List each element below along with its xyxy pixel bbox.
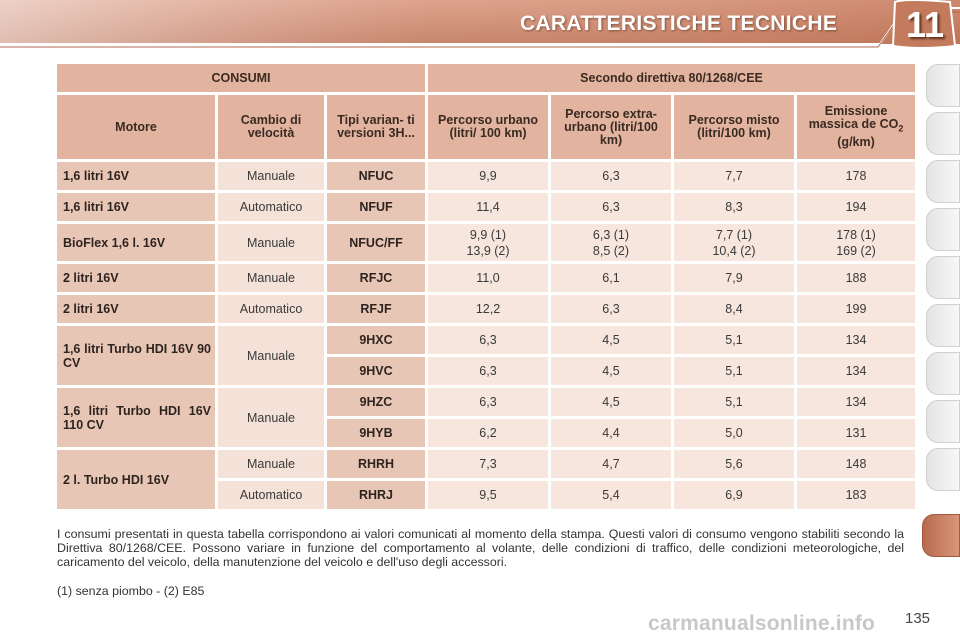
col-header-extra-urbano: Percorso extra-urbano (litri/100 km) [551, 95, 671, 159]
chapter-tab[interactable] [926, 160, 960, 203]
extra-urban-cell: 4,7 [551, 450, 671, 478]
chapter-tab[interactable] [926, 64, 960, 107]
table-row [57, 295, 915, 323]
emissione-subscript: 2 [898, 123, 904, 134]
table-row [57, 162, 915, 190]
header-consumi: CONSUMI [57, 64, 425, 92]
header-directive: Secondo direttiva 80/1268/CEE [428, 64, 915, 92]
engine-cell: 1,6 litri 16V [57, 162, 215, 190]
page-title: CARATTERISTICHE TECNICHE [520, 12, 838, 35]
footnote: (1) senza piombo - (2) E85 [57, 584, 205, 598]
gearbox-cell: Manuale [218, 326, 324, 385]
chapter-tab[interactable] [926, 304, 960, 347]
mixed-cell: 5,1 [674, 357, 794, 385]
co2-cell: 178 [797, 162, 915, 190]
table-row [57, 224, 915, 261]
chapter-tab-active[interactable] [922, 514, 960, 557]
mixed-cell: 5,1 [674, 326, 794, 354]
gearbox-cell: Manuale [218, 224, 324, 261]
gearbox-cell: Automatico [218, 295, 324, 323]
mixed-cell: 8,4 [674, 295, 794, 323]
urban-cell: 6,2 [428, 419, 548, 447]
variant-code-cell: RHRJ [327, 481, 425, 509]
co2-cell: 134 [797, 357, 915, 385]
co2-cell [797, 224, 915, 261]
co2-cell: 134 [797, 388, 915, 416]
header-band [0, 0, 960, 50]
variant-code-cell: 9HXC [327, 326, 425, 354]
variant-code-cell: NFUC [327, 162, 425, 190]
gearbox-cell: Automatico [218, 481, 324, 509]
urban-cell: 11,4 [428, 193, 548, 221]
value-line: 6,3 (1) [592, 227, 630, 242]
value-line: 8,5 (2) [592, 243, 630, 258]
emissione-text: Emissione massica de CO [808, 104, 899, 132]
value-line: 10,4 (2) [712, 243, 756, 258]
value-line: 169 (2) [836, 243, 876, 258]
gearbox-cell: Manuale [218, 388, 324, 447]
mixed-cell: 6,9 [674, 481, 794, 509]
urban-cell: 9,5 [428, 481, 548, 509]
extra-urban-cell: 6,3 [551, 193, 671, 221]
gearbox-cell: Manuale [218, 450, 324, 478]
page-number: 135 [905, 610, 931, 627]
value-line: 7,7 (1) [715, 227, 753, 242]
co2-cell: 194 [797, 193, 915, 221]
chapter-number: 11 [905, 4, 945, 45]
chapter-tab[interactable] [926, 112, 960, 155]
urban-cell: 6,3 [428, 357, 548, 385]
col-header-cambio: Cambio di velocità [218, 95, 324, 159]
mixed-cell: 8,3 [674, 193, 794, 221]
table-row [57, 388, 915, 416]
table-header-row [57, 64, 915, 92]
table-row [57, 450, 915, 478]
watermark: carmanualsonline.info [648, 612, 876, 635]
mixed-cell: 5,1 [674, 388, 794, 416]
co2-cell: 183 [797, 481, 915, 509]
urban-cell: 9,9 [428, 162, 548, 190]
emissione-unit: (g/km) [837, 134, 875, 149]
value-line: 9,9 (1) [469, 227, 507, 242]
mixed-cell: 5,6 [674, 450, 794, 478]
variant-code-cell: 9HVC [327, 357, 425, 385]
value-line: 178 (1) [836, 227, 876, 242]
co2-cell: 131 [797, 419, 915, 447]
engine-cell: BioFlex 1,6 l. 16V [57, 224, 215, 261]
extra-urban-cell: 4,5 [551, 357, 671, 385]
value-line: 13,9 (2) [466, 243, 510, 258]
extra-urban-cell: 6,3 [551, 295, 671, 323]
chapter-tab[interactable] [926, 256, 960, 299]
variant-code-cell: NFUF [327, 193, 425, 221]
table-header-row [57, 95, 915, 159]
chapter-tabs [926, 64, 960, 574]
engine-cell: 1,6 litri Turbo HDI 16V 110 CV [57, 388, 215, 447]
col-header-emissione [797, 95, 915, 159]
mixed-cell: 7,7 [674, 162, 794, 190]
engine-cell: 2 l. Turbo HDI 16V [57, 450, 215, 509]
gearbox-cell: Automatico [218, 193, 324, 221]
extra-urban-cell: 4,5 [551, 388, 671, 416]
chapter-tab[interactable] [926, 448, 960, 491]
mixed-cell: 7,9 [674, 264, 794, 292]
table-row [57, 264, 915, 292]
chapter-tab[interactable] [926, 208, 960, 251]
co2-cell: 148 [797, 450, 915, 478]
urban-cell: 7,3 [428, 450, 548, 478]
variant-code-cell: RFJC [327, 264, 425, 292]
extra-urban-cell: 5,4 [551, 481, 671, 509]
urban-cell: 11,0 [428, 264, 548, 292]
consumption-note: I consumi presentati in questa tabella corrispondono ai valori comunicati al momento della stampa. Questi valori di consumo vengono stabiliti secondo la Direttiva 80/1268/CEE. Possono variare in funzione del comportamento al volante, delle condizioni di traffico, delle condizioni meteorologiche, del caricamento del veicolo, della manutenzione del veicolo e dell'uso degli accessori. [57, 527, 904, 570]
gearbox-cell: Manuale [218, 264, 324, 292]
urban-cell: 12,2 [428, 295, 548, 323]
co2-cell: 134 [797, 326, 915, 354]
variant-code-cell: 9HZC [327, 388, 425, 416]
engine-cell: 1,6 litri 16V [57, 193, 215, 221]
col-header-tipi: Tipi varian- ti versioni 3H... [327, 95, 425, 159]
extra-urban-cell: 6,1 [551, 264, 671, 292]
col-header-urbano: Percorso urbano (litri/ 100 km) [428, 95, 548, 159]
table-row [57, 193, 915, 221]
engine-cell: 1,6 litri Turbo HDI 16V 90 CV [57, 326, 215, 385]
gearbox-cell: Manuale [218, 162, 324, 190]
chapter-tab[interactable] [926, 400, 960, 443]
mixed-cell [674, 224, 794, 261]
variant-code-cell: RHRH [327, 450, 425, 478]
consumption-table [57, 64, 903, 512]
variant-code-cell: NFUC/FF [327, 224, 425, 261]
variant-code-cell: RFJF [327, 295, 425, 323]
extra-urban-cell: 4,4 [551, 419, 671, 447]
variant-code-cell: 9HYB [327, 419, 425, 447]
co2-cell: 188 [797, 264, 915, 292]
urban-cell: 6,3 [428, 326, 548, 354]
extra-urban-cell: 4,5 [551, 326, 671, 354]
co2-cell: 199 [797, 295, 915, 323]
mixed-cell: 5,0 [674, 419, 794, 447]
extra-urban-cell: 6,3 [551, 162, 671, 190]
engine-cell: 2 litri 16V [57, 295, 215, 323]
urban-cell: 6,3 [428, 388, 548, 416]
table-row [57, 326, 915, 354]
urban-cell [428, 224, 548, 261]
chapter-tab[interactable] [926, 352, 960, 395]
col-header-motore: Motore [57, 95, 215, 159]
extra-urban-cell [551, 224, 671, 261]
engine-cell: 2 litri 16V [57, 264, 215, 292]
col-header-misto: Percorso misto (litri/100 km) [674, 95, 794, 159]
